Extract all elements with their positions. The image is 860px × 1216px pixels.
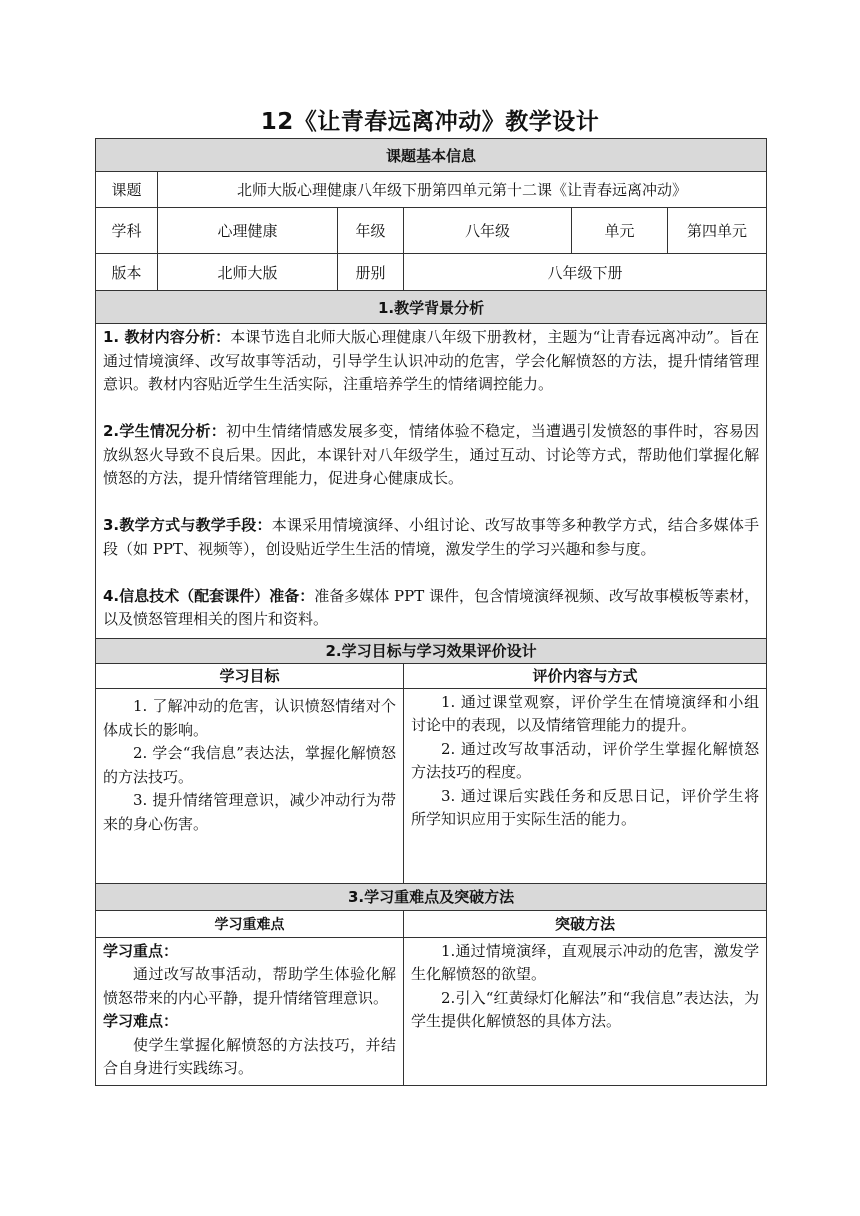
column-header-evaluation: 评价内容与方式	[404, 663, 767, 688]
lesson-plan-table	[95, 138, 767, 1086]
background-item: 1. 教材内容分析：本课节选自北师大版心理健康八年级下册教材，主题为“让青春远离冲动”。旨在通过情境演绎、改写故事等活动，引导学生认识冲动的危害，学会化解愤怒的方法，提升情绪管理意识。教材内容贴近学生生活实际，注重培养学生的情绪调控能力。	[103, 328, 760, 393]
difficulty-label: 学习难点：	[103, 1012, 179, 1030]
method-item: 1.通过情境演绎，直观展示冲动的危害，激发学生化解愤怒的欲望。	[411, 941, 760, 983]
key-point-label: 学习重点：	[103, 941, 179, 960]
label-topic: 课题	[96, 172, 158, 208]
background-item: 3.教学方式与教学手段：本课采用情境演绎、小组讨论、改写故事等多种教学方式，结合多媒体手段（如 PPT、视频等），创设贴近学生生活的情境，激发学生的学习兴趣和参与度。	[103, 516, 760, 558]
label-volume: 册别	[338, 254, 404, 291]
label-edition: 版本	[96, 254, 158, 291]
evaluation-cell	[404, 688, 767, 883]
label-subject: 学科	[96, 208, 158, 254]
methods-cell	[404, 937, 767, 1085]
objective-item: 2. 学会“我信息”表达法，掌握化解愤怒的方法技巧。	[103, 744, 396, 786]
background-item: 2.学生情况分析：初中生情绪情感发展多变，情绪体验不稳定，当遭遇引发愤怒的事件时，容易因放纵怒火导致不良后果。因此，本课针对八年级学生，通过互动、讨论等方式，帮助他们掌握化解愤怒的方法，提升情绪管理能力，促进身心健康成长。	[103, 422, 760, 487]
column-header-keypoints: 学习重难点	[96, 910, 404, 937]
value-edition: 北师大版	[158, 254, 338, 291]
page-title: 12《让青春远离冲动》教学设计	[260, 109, 600, 135]
value-volume: 八年级下册	[404, 254, 767, 291]
value-subject: 心理健康	[158, 208, 338, 254]
section-header-objectives: 2.学习目标与学习效果评价设计	[96, 638, 767, 663]
section-header-background: 1.教学背景分析	[96, 291, 767, 324]
key-point-text: 通过改写故事活动，帮助学生体验化解愤怒带来的内心平静，提升情绪管理意识。	[103, 965, 396, 1007]
background-item: 4.信息技术（配套课件）准备：准备多媒体 PPT 课件，包含情境演绎视频、改写故事模板等素材，以及愤怒管理相关的图片和资料。	[103, 586, 760, 628]
method-item: 2.引入“红黄绿灯化解法”和“我信息”表达法，为学生提供化解愤怒的具体方法。	[411, 988, 760, 1030]
evaluation-item: 2. 通过改写故事活动，评价学生掌握化解愤怒方法技巧的程度。	[411, 739, 760, 781]
value-topic: 北师大版心理健康八年级下册第四单元第十二课《让青春远离冲动》	[158, 172, 767, 208]
column-header-methods: 突破方法	[404, 910, 767, 937]
objective-item: 1. 了解冲动的危害，认识愤怒情绪对个体成长的影响。	[103, 697, 396, 739]
evaluation-item: 3. 通过课后实践任务和反思日记，评价学生将所学知识应用于实际生活的能力。	[411, 786, 760, 828]
objectives-cell	[96, 688, 404, 883]
column-header-objectives: 学习目标	[96, 663, 404, 688]
section-header-keypoints: 3.学习重难点及突破方法	[96, 883, 767, 910]
background-analysis-cell	[96, 324, 767, 639]
label-unit: 单元	[572, 208, 668, 254]
label-grade: 年级	[338, 208, 404, 254]
value-unit: 第四单元	[668, 208, 767, 254]
objective-item: 3. 提升情绪管理意识，减少冲动行为带来的身心伤害。	[103, 791, 396, 833]
difficulty-text: 使学生掌握化解愤怒的方法技巧，并结合自身进行实践练习。	[103, 1035, 396, 1077]
keypoints-cell	[96, 937, 404, 1085]
value-grade: 八年级	[404, 208, 572, 254]
evaluation-item: 1. 通过课堂观察，评价学生在情境演绎和小组讨论中的表现，以及情绪管理能力的提升。	[411, 692, 760, 734]
section-header-basic-info: 课题基本信息	[96, 139, 767, 172]
